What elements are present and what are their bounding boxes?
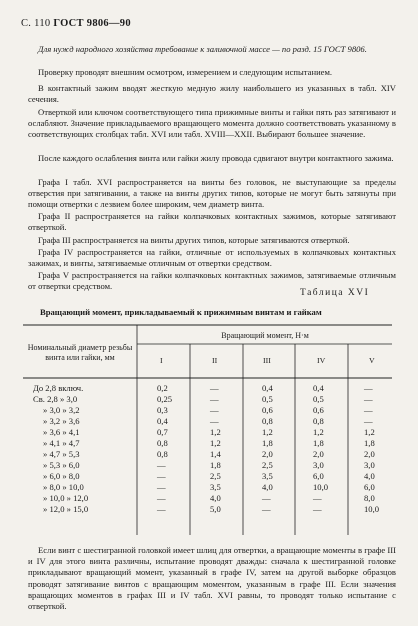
cell-V: — — [364, 394, 373, 404]
cell-III: 1,2 — [262, 427, 273, 437]
cell-II: — — [210, 405, 219, 415]
paragraph: Графа I табл. XVI распространяется на винты без головок, не выступающие за пределы отверстия при затягивании, а также на винты других типов, которые не могут быть затянуты при помощи отвертки с лезвием более широким, чем диаметр винта. — [28, 177, 396, 210]
column-header-V: V — [369, 356, 375, 365]
cell-III: 0,5 — [262, 394, 273, 404]
table-caption: Вращающий момент, прикладываемый к прижимным винтам и гайкам — [40, 307, 322, 317]
cell-IV: 0,6 — [313, 405, 324, 415]
paragraph: Графа IV распространяется на гайки, отличные от используемых в колпачковых контактных зажимах, и винты, затягиваемые отличным от отвертки средством. — [28, 247, 396, 269]
cell-III: 0,6 — [262, 405, 273, 415]
cell-diameter: » 3,6 » 4,1 — [43, 427, 80, 437]
cell-V: 4,0 — [364, 471, 375, 481]
column-header-II: II — [212, 356, 218, 365]
cell-I: 0,2 — [157, 383, 168, 393]
column-group-header: Вращающий момент, Н·м — [221, 331, 309, 340]
cell-diameter: » 3,0 » 3,2 — [43, 405, 80, 415]
cell-II: — — [210, 416, 219, 426]
column-header-I: I — [160, 356, 163, 365]
paragraph: Графа V распространяется на гайки колпачковых контактных зажимов, затягиваемые отличным от отвертки средством. — [28, 270, 396, 292]
cell-V: 3,0 — [364, 460, 375, 470]
cell-I: — — [157, 482, 166, 492]
cell-I: 0,7 — [157, 427, 168, 437]
cell-diameter: » 10,0 » 12,0 — [43, 493, 89, 503]
cell-V: 1,2 — [364, 427, 375, 437]
cell-II: 1,4 — [210, 449, 221, 459]
cell-II: 4,0 — [210, 493, 221, 503]
column-header-III: III — [263, 356, 271, 365]
cell-III: 1,8 — [262, 438, 273, 448]
cell-II: — — [210, 383, 219, 393]
cell-II: 5,0 — [210, 504, 221, 514]
cell-IV: 3,0 — [313, 460, 324, 470]
cell-I: 0,25 — [157, 394, 173, 404]
paragraph: В контактный зажим вводят жесткую медную жилу наибольшего из указанных в табл. XIV сечения. — [28, 83, 396, 105]
cell-diameter: » 12,0 » 15,0 — [43, 504, 89, 514]
cell-V: 8,0 — [364, 493, 375, 503]
cell-diameter: » 4,1 » 4,7 — [43, 438, 80, 448]
cell-diameter: » 3,2 » 3,6 — [43, 416, 80, 426]
cell-I: — — [157, 504, 166, 514]
cell-I: — — [157, 460, 166, 470]
cell-IV: — — [313, 504, 322, 514]
cell-II: 2,5 — [210, 471, 221, 481]
cell-I: — — [157, 493, 166, 503]
cell-I: — — [157, 471, 166, 481]
paragraph: Графа II распространяется на гайки колпачковых контактных зажимов, которые затягивают отверткой. — [28, 211, 396, 233]
cell-diameter: » 4,7 » 5,3 — [43, 449, 80, 459]
paragraph: Графа III распространяется на винты других типов, которые затягиваются отверткой. — [38, 235, 350, 245]
cell-IV: — — [313, 493, 322, 503]
column-header-IV: IV — [317, 356, 326, 365]
cell-IV: 0,4 — [313, 383, 324, 393]
page-number: С. 110 — [21, 18, 51, 29]
cell-V: — — [364, 405, 373, 415]
cell-IV: 0,5 — [313, 394, 324, 404]
table-label: Таблица XVI — [300, 288, 370, 298]
cell-III: 0,8 — [262, 416, 273, 426]
cell-III: 2,0 — [262, 449, 273, 459]
cell-III: 3,5 — [262, 471, 273, 481]
cell-V: — — [364, 383, 373, 393]
cell-IV: 1,2 — [313, 427, 324, 437]
cell-II: 3,5 — [210, 482, 221, 492]
cell-diameter: До 2,8 включ. — [33, 383, 84, 393]
cell-V: 10,0 — [364, 504, 380, 514]
cell-diameter: » 5,3 » 6,0 — [43, 460, 80, 470]
cell-V: — — [364, 416, 373, 426]
cell-II: 1,2 — [210, 427, 221, 437]
cell-diameter: » 6,0 » 8,0 — [43, 471, 80, 481]
column-header-diameter: Номинальный диаметр резьбы винта или гайки, мм — [27, 343, 133, 362]
cell-I: 0,3 — [157, 405, 168, 415]
cell-II: — — [210, 394, 219, 404]
cell-V: 6,0 — [364, 482, 375, 492]
paragraph: Отверткой или ключом соответствующего типа прижимные винты и гайки пять раз затягивают и ослабляют. Значение прикладываемого вращающего момента должно соответствовать указанному в соответствующих столбцах табл. XVI или табл. XVIII—XXII. Выбирают большее значение. — [28, 107, 396, 140]
cell-diameter: » 8,0 » 10,0 — [43, 482, 84, 492]
cell-III: 0,4 — [262, 383, 273, 393]
paragraph: Проверку проводят внешним осмотром, измерением и следующим испытанием. — [38, 67, 333, 77]
cell-II: 1,2 — [210, 438, 221, 448]
cell-IV: 0,8 — [313, 416, 324, 426]
cell-diameter: Св. 2,8 » 3,0 — [33, 394, 78, 404]
cell-II: 1,8 — [210, 460, 221, 470]
cell-IV: 2,0 — [313, 449, 324, 459]
cell-V: 1,8 — [364, 438, 375, 448]
paragraph: После каждого ослабления винта или гайки жилу провода сдвигают внутри контактного зажима. — [38, 153, 394, 163]
cell-III: — — [262, 504, 271, 514]
cell-I: 0,8 — [157, 449, 168, 459]
paragraph: Для нужд народного хозяйства требование к заливочной массе — по разд. 15 ГОСТ 9806. — [38, 44, 367, 54]
cell-I: 0,4 — [157, 416, 168, 426]
footer-paragraph: Если винт с шестигранной головкой имеет шлиц для отвертки, а вращающие моменты в графе III и IV для этого винта различны, испытание проводят дважды: сначала к шестигранной головке прикладывают вращающий момент, указанный в графе IV, затем на другой выборке образцов проводят затягивание винтов с вращающим моментом, указанным в графе III. Если значения вращающих моментов в графах III и IV табл. XVI равны, то проводят только испытание с отверткой. — [28, 545, 396, 612]
cell-III: 4,0 — [262, 482, 273, 492]
cell-IV: 10,0 — [313, 482, 329, 492]
cell-III: — — [262, 493, 271, 503]
cell-III: 2,5 — [262, 460, 273, 470]
cell-IV: 1,8 — [313, 438, 324, 448]
cell-I: 0,8 — [157, 438, 168, 448]
cell-V: 2,0 — [364, 449, 375, 459]
standard-code: ГОСТ 9806—90 — [53, 18, 131, 29]
cell-IV: 6,0 — [313, 471, 324, 481]
